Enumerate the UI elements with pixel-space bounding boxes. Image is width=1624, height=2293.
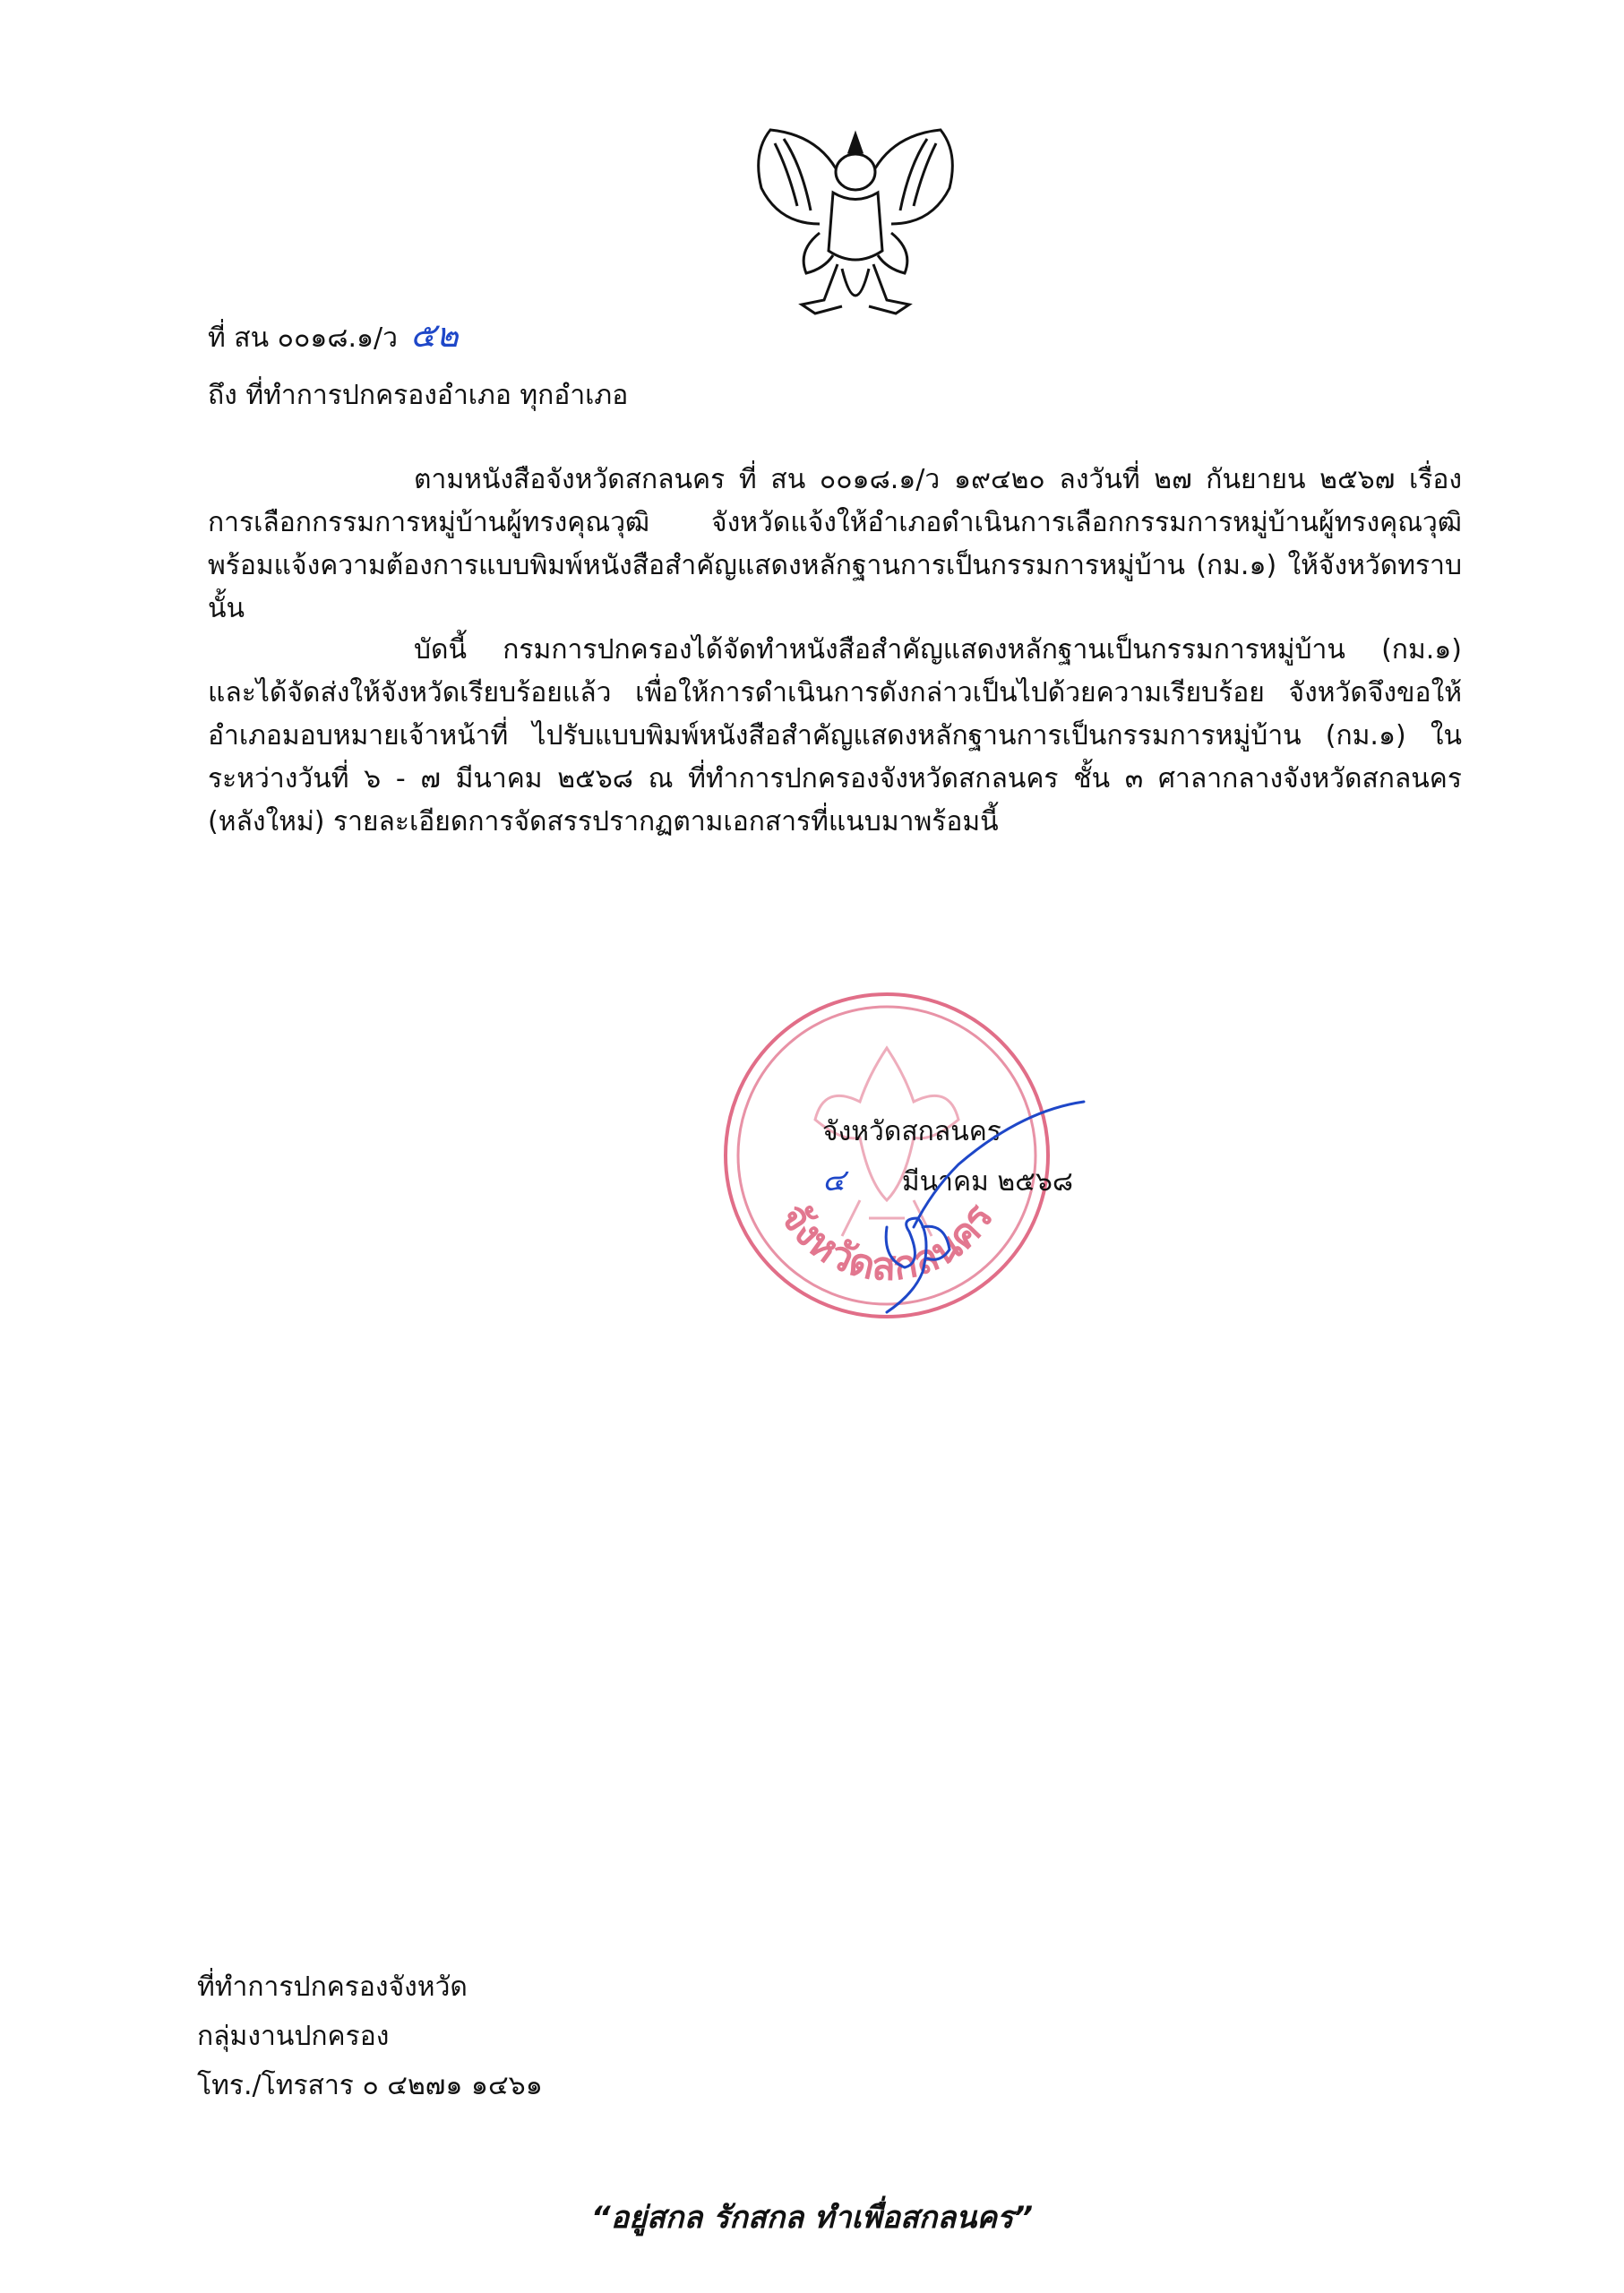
reference-number: ที่ สน ๐๐๑๘.๑/ว [208,322,399,354]
footer-phone: โทร./โทรสาร ๐ ๔๒๗๑ ๑๔๖๑ [197,2070,543,2101]
handwritten-date-day: ๔ [822,1163,846,1198]
seal-text: จังหวัดสกลนคร [770,1195,1003,1290]
paragraph-2 [208,629,1462,844]
province-slogan: “อยู่สกล รักสกล ทำเพื่อสกลนคร” [590,2200,1034,2236]
footer-office: ที่ทำการปกครองจังหวัด [197,1971,468,2003]
reference-line [208,313,459,360]
date-month-year: มีนาคม ๒๕๖๘ [901,1166,1074,1198]
garuda-emblem-icon [735,116,976,331]
paragraph-1 [208,459,1462,631]
signatory-name: จังหวัดสกลนคร [822,1116,1001,1147]
recipient-line: ถึง ที่ทำการปกครองอำเภอ ทุกอำเภอ [208,380,629,411]
handwritten-reference-number: ๕๒ [410,315,459,355]
paragraph-1-text: ตามหนังสือจังหวัดสกลนคร ที่ สน ๐๐๑๘.๑/ว ๑๙๔๒๐ ลงวันที่ ๒๗ กันยายน ๒๕๖๗ เรื่อง การเลือกกรรมการหมู่บ้านผู้ทรงคุณวุฒิ จังหวัดแจ้งให้อำเภอดำเนินการเลือกกรรมการหมู่บ้านผู้ทรงคุณวุฒิ พร้อมแจ้งความต้องการแบบพิมพ์หนังสือสำคัญแสดงหลักฐานการเป็นกรรมการหมู่บ้าน (กม.๑) ให้จังหวัดทราบ นั้น [208,464,1462,624]
paragraph-2-text: บัดนี้ กรมการปกครองได้จัดทำหนังสือสำคัญแสดงหลักฐานเป็นกรรมการหมู่บ้าน (กม.๑) และได้จัดส่งให้จังหวัดเรียบร้อยแล้ว เพื่อให้การดำเนินการดังกล่าวเป็นไปด้วยความเรียบร้อย จังหวัดจึงขอให้ อำเภอมอบหมายเจ้าหน้าที่ ไปรับแบบพิมพ์หนังสือสำคัญแสดงหลักฐานการเป็นกรรมการหมู่บ้าน (กม.๑) ในระหว่างวันที่ ๖ - ๗ มีนาคม ๒๕๖๘ ณ ที่ทำการปกครองจังหวัดสกลนคร ชั้น ๓ ศาลากลางจังหวัดสกลนคร (หลังใหม่) รายละเอียดการจัดสรรปรากฏตามเอกสารที่แนบมาพร้อมนี้ [208,634,1462,837]
footer-group: กลุ่มงานปกครอง [197,2021,390,2052]
handwritten-signature [797,1093,1102,1317]
